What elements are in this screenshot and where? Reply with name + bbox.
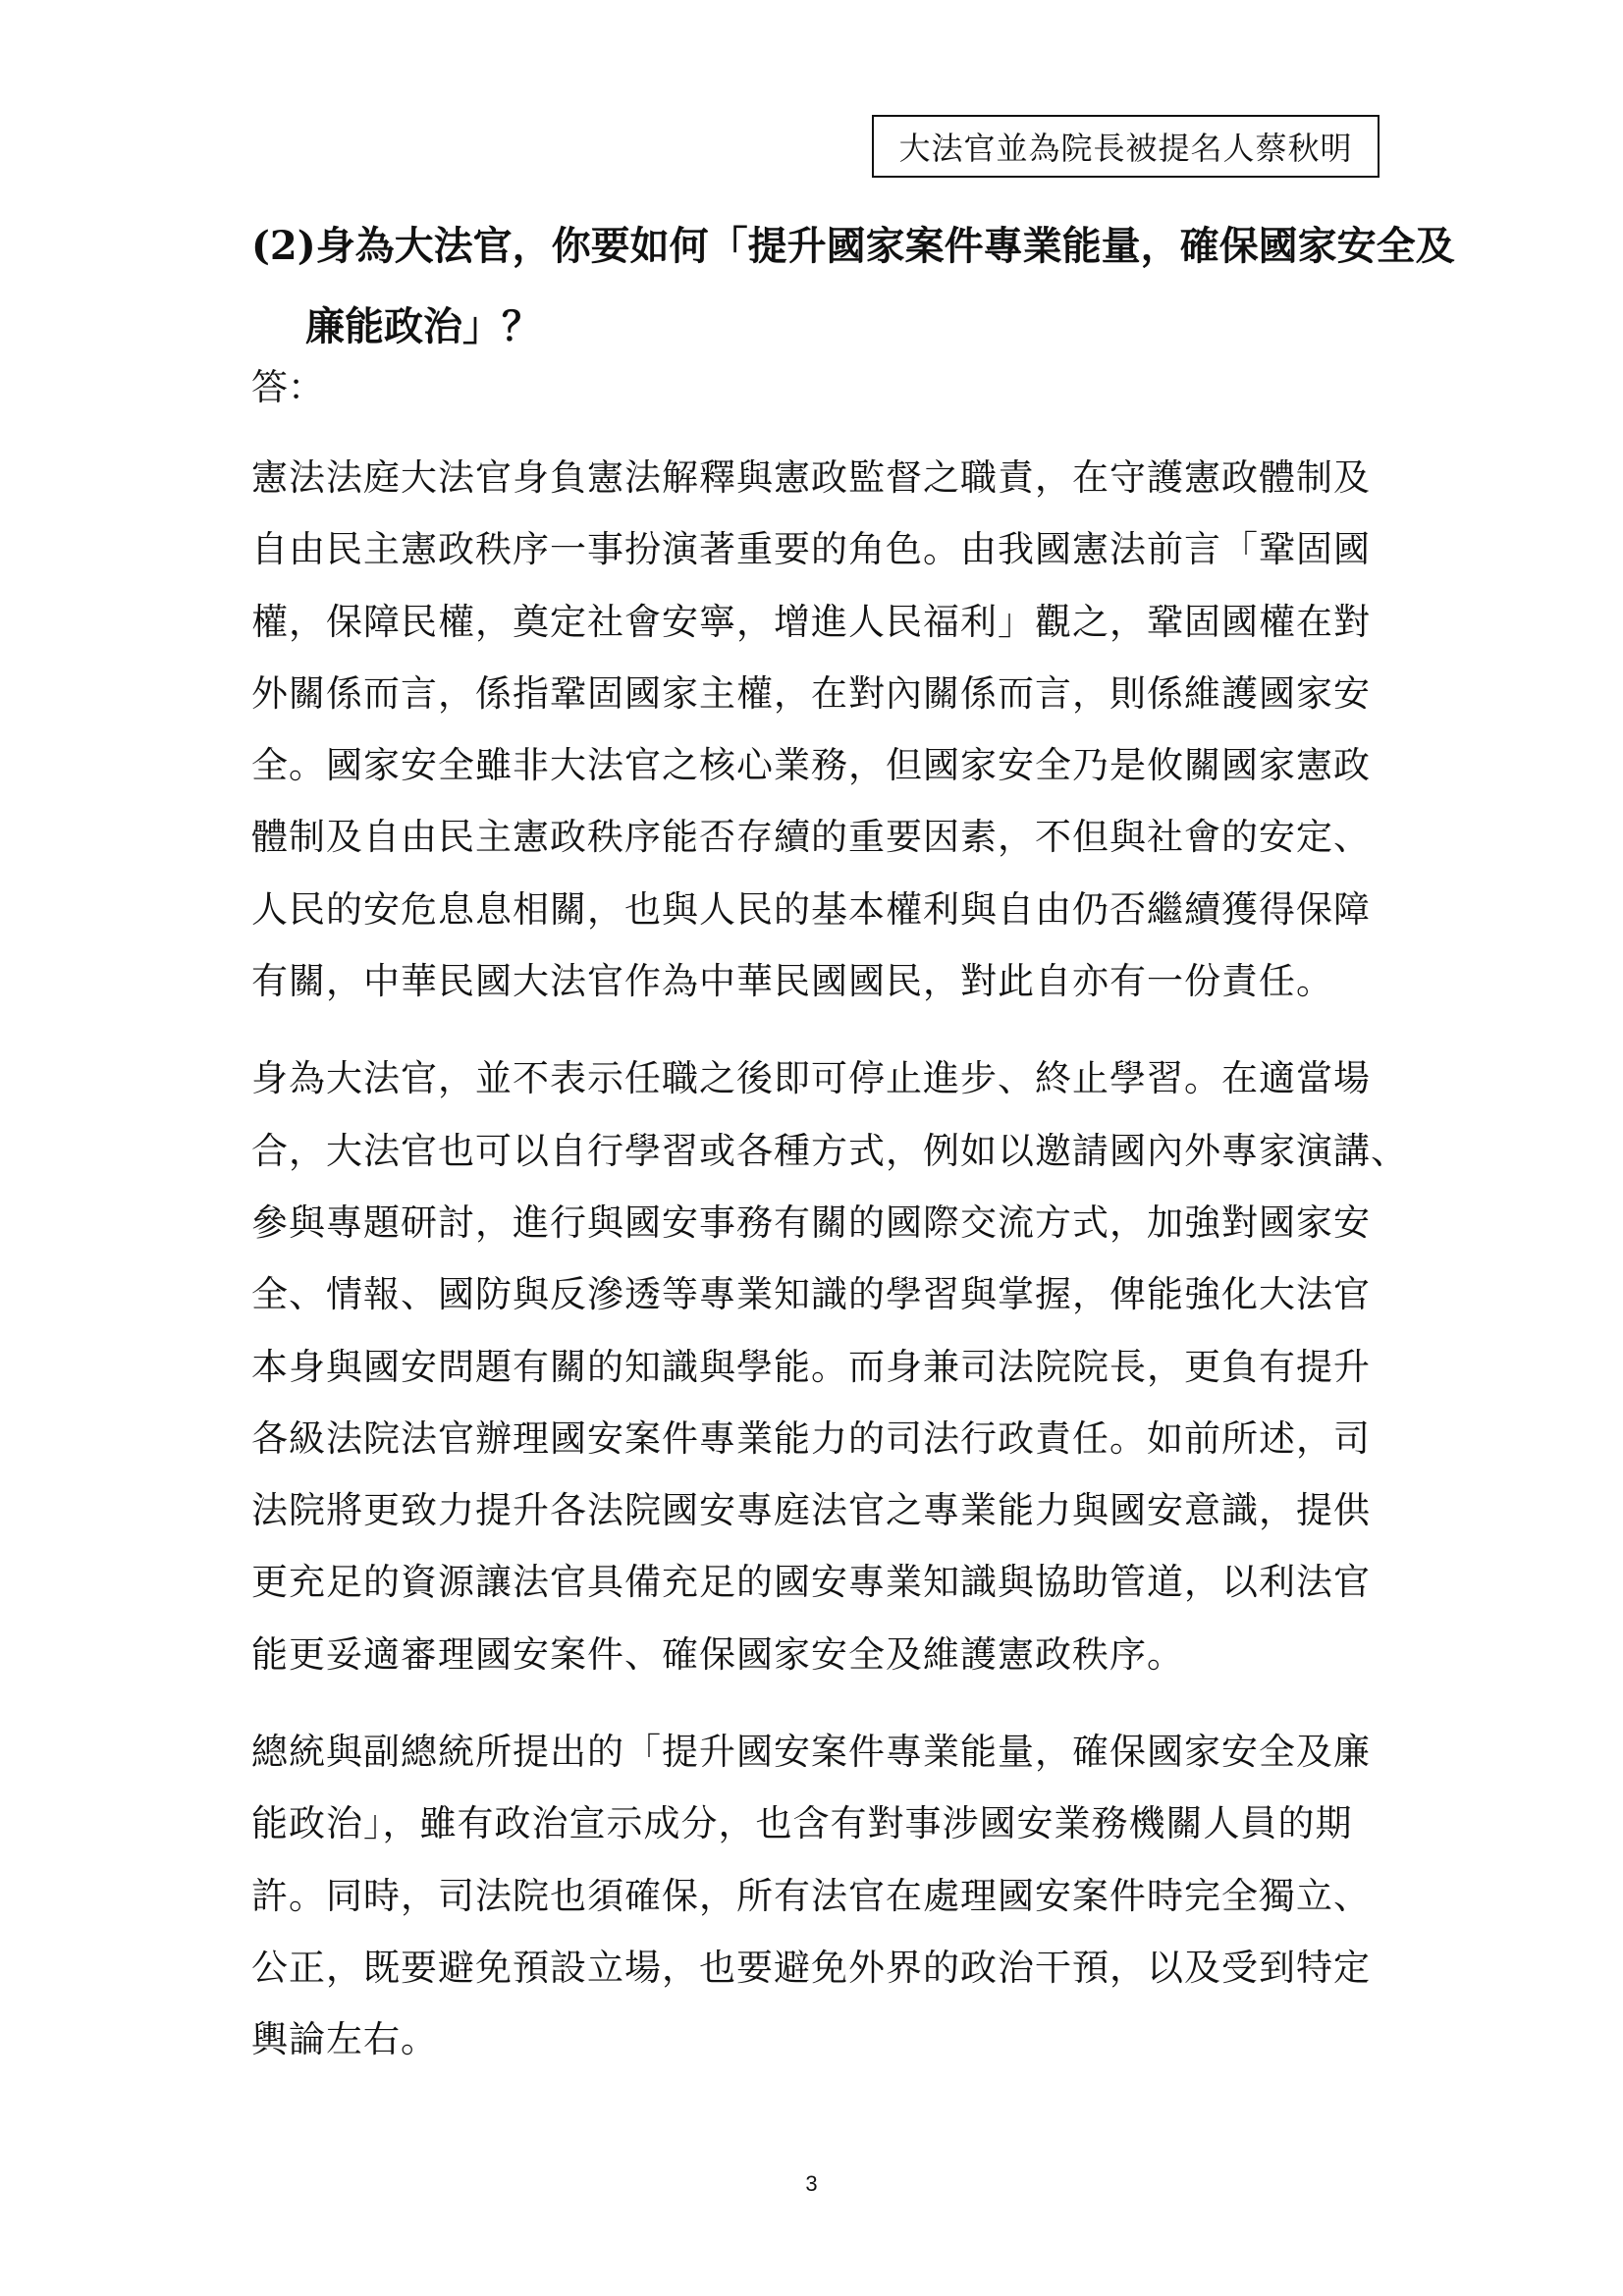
text-line: 憲法法庭大法官身負憲法解釋與憲政監督之職責，在守護憲政體制及 [251, 456, 1371, 499]
text-line: 更充足的資源讓法官具備充足的國安專業知識與協助管道，以利法官 [251, 1561, 1371, 1604]
text-line: 人民的安危息息相關，也與人民的基本權利與自由仍否繼續獲得保障 [251, 887, 1371, 931]
paragraph-2 [251, 1042, 1408, 1690]
question-heading [251, 206, 1455, 367]
text-line: 能政治」，雖有政治宣示成分，也含有對事涉國安業務機關人員的期 [251, 1802, 1353, 1845]
text-line: 各級法院法官辦理國安案件專業能力的司法行政責任。如前所述，司 [251, 1416, 1371, 1460]
paragraph-1 [251, 442, 1400, 1017]
nominee-header-box [872, 115, 1380, 178]
page-number: 3 [805, 2171, 818, 2196]
text-line: 體制及自由民主憲政秩序能否存續的重要因素，不但與社會的安定、 [251, 816, 1371, 859]
text-line: 權，保障民權，奠定社會安寧，增進人民福利」觀之，鞏固國權在對 [251, 600, 1371, 643]
question-line: (2)身為大法官，你要如何「提升國家案件專業能量，確保國家安全及 [251, 223, 1455, 269]
answer-body [251, 442, 1408, 2102]
nominee-header-label: 大法官並為院長被提名人蔡秋明 [898, 130, 1353, 167]
text-line: 公正，既要避免預設立場，也要避免外界的政治干預，以及受到特定 [251, 1946, 1371, 1989]
paragraph-3 [251, 1716, 1400, 2075]
question-line: 廉能政治」？ [305, 303, 541, 349]
text-line: 能更妥適審理國安案件、確保國家安全及維護憲政秩序。 [251, 1632, 1184, 1676]
text-line: 自由民主憲政秩序一事扮演著重要的角色。由我國憲法前言「鞏固國 [251, 528, 1371, 571]
text-line: 合，大法官也可以自行學習或各種方式，例如以邀請國內外專家演講、 [251, 1129, 1408, 1172]
text-line: 有關，中華民國大法官作為中華民國國民，對此自亦有一份責任。 [251, 960, 1333, 1003]
text-line: 輿論左右。 [251, 2018, 438, 2061]
text-line: 身為大法官，並不表示任職之後即可停止進步、終止學習。在適當場 [251, 1057, 1371, 1100]
answer-label: 答： [251, 366, 324, 408]
text-line: 總統與副總統所提出的「提升國安案件專業能量，確保國家安全及廉 [251, 1731, 1371, 1774]
text-line: 本身與國安問題有關的知識與學能。而身兼司法院院長，更負有提升 [251, 1345, 1371, 1388]
text-line: 參與專題研討，進行與國安事務有關的國際交流方式，加強對國家安 [251, 1201, 1371, 1244]
text-line: 全。國家安全雖非大法官之核心業務，但國家安全乃是攸關國家憲政 [251, 744, 1371, 787]
text-line: 全、情報、國防與反滲透等專業知識的學習與掌握，俾能強化大法官 [251, 1273, 1371, 1316]
text-line: 法院將更致力提升各法院國安專庭法官之專業能力與國安意識，提供 [251, 1489, 1371, 1532]
text-line: 許。同時，司法院也須確保，所有法官在處理國安案件時完全獨立、 [251, 1874, 1371, 1917]
text-line: 外關係而言，係指鞏固國家主權，在對內關係而言，則係維護國家安 [251, 671, 1371, 715]
